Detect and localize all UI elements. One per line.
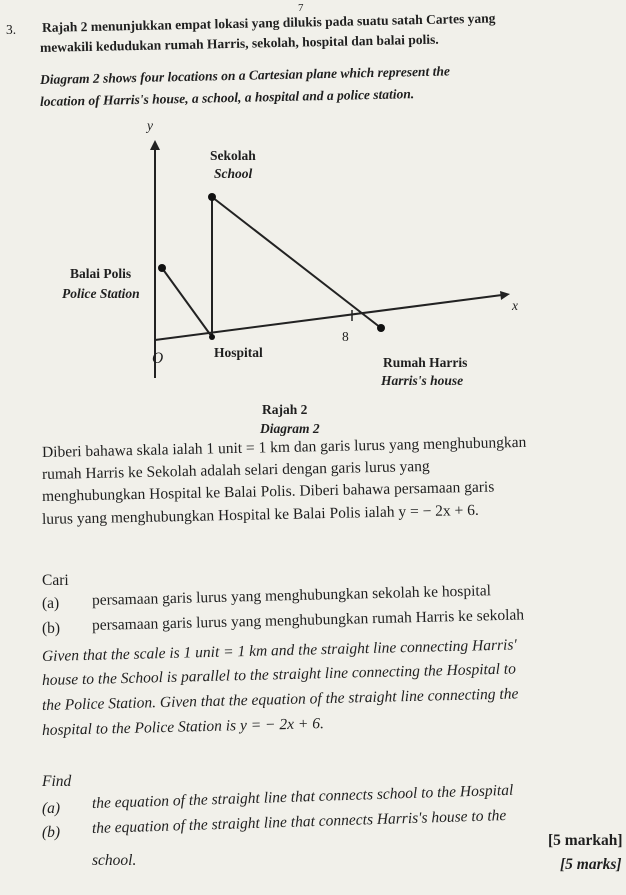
school-label-en: School	[214, 166, 253, 181]
malay-line1: Diberi bahawa skala ialah 1 unit = 1 km dan garis lurus yang menghubungkan	[41, 433, 527, 461]
malay-line2: rumah Harris ke Sekolah adalah selari dengan garis lurus yang	[41, 457, 430, 483]
hospital-point	[209, 334, 215, 340]
diagram-caption-ms: Rajah 2	[262, 402, 308, 417]
english-b-text1: the equation of the straight line that connects Harris's house to the	[91, 806, 507, 837]
origin-label: O	[152, 350, 164, 367]
english-line1: Given that the scale is 1 unit = 1 km and the straight line connecting Harris'	[41, 636, 517, 665]
marks-ms: [5 markah]	[548, 832, 623, 849]
english-b-text2: school.	[92, 852, 137, 869]
malay-b-text: persamaan garis lurus yang menghubungkan rumah Harris ke sekolah	[91, 606, 525, 634]
x-axis-label: x	[512, 298, 518, 313]
x-tick-label: 8	[342, 329, 349, 344]
school-point	[208, 193, 216, 201]
page-marker: 7	[298, 2, 304, 14]
hospital-label: Hospital	[214, 345, 263, 360]
intro-ms-line1: Rajah 2 menunjukkan empat lokasi yang dilukis pada suatu satah Cartes yang	[41, 10, 496, 35]
english-line2: house to the School is parallel to the straight line connecting the Hospital to	[41, 660, 517, 689]
english-b-label: (b)	[42, 824, 61, 841]
y-axis-label: y	[147, 118, 153, 133]
malay-cari: Cari	[42, 572, 69, 589]
malay-a-label: (a)	[42, 595, 60, 612]
harris-label-en: Harris's house	[381, 373, 464, 388]
x-axis	[155, 295, 502, 340]
english-a-label: (a)	[42, 800, 61, 817]
malay-b-label: (b)	[42, 620, 61, 637]
school-label-ms: Sekolah	[210, 148, 256, 163]
school-harris-line	[212, 197, 381, 328]
harris-label-ms: Rumah Harris	[383, 355, 468, 370]
diagram-caption-en: Diagram 2	[260, 421, 320, 436]
malay-a-text: persamaan garis lurus yang menghubungkan sekolah ke hospital	[91, 582, 492, 609]
question-number: 3.	[6, 22, 17, 37]
malay-line4: lurus yang menghubungkan Hospital ke Balai Polis ialah y = − 2x + 6.	[41, 501, 479, 528]
malay-line3: menghubungkan Hospital ke Balai Polis. Diberi bahawa persamaan garis	[41, 478, 495, 505]
police-hospital-line	[162, 268, 212, 337]
intro-ms-line2: mewakili kedudukan rumah Harris, sekolah, hospital dan balai polis.	[39, 31, 439, 55]
police-point	[158, 264, 166, 272]
english-a-text: the equation of the straight line that connects school to the Hospital	[91, 781, 514, 812]
police-label-en: Police Station	[62, 286, 140, 301]
english-find: Find	[42, 773, 72, 790]
english-line3: the Police Station. Given that the equation of the straight line connecting the	[41, 685, 519, 714]
police-label-ms: Balai Polis	[70, 266, 132, 281]
y-axis-arrow	[150, 140, 160, 150]
english-line4: hospital to the Police Station is y = − 2x + 6.	[41, 715, 325, 739]
marks-en: [5 marks]	[560, 856, 622, 873]
intro-en-line1: Diagram 2 shows four locations on a Cartesian plane which represent the	[39, 63, 451, 87]
x-axis-arrow	[500, 291, 510, 300]
harris-point	[377, 324, 385, 332]
intro-en-line2: location of Harris's house, a school, a hospital and a police station.	[39, 86, 415, 109]
